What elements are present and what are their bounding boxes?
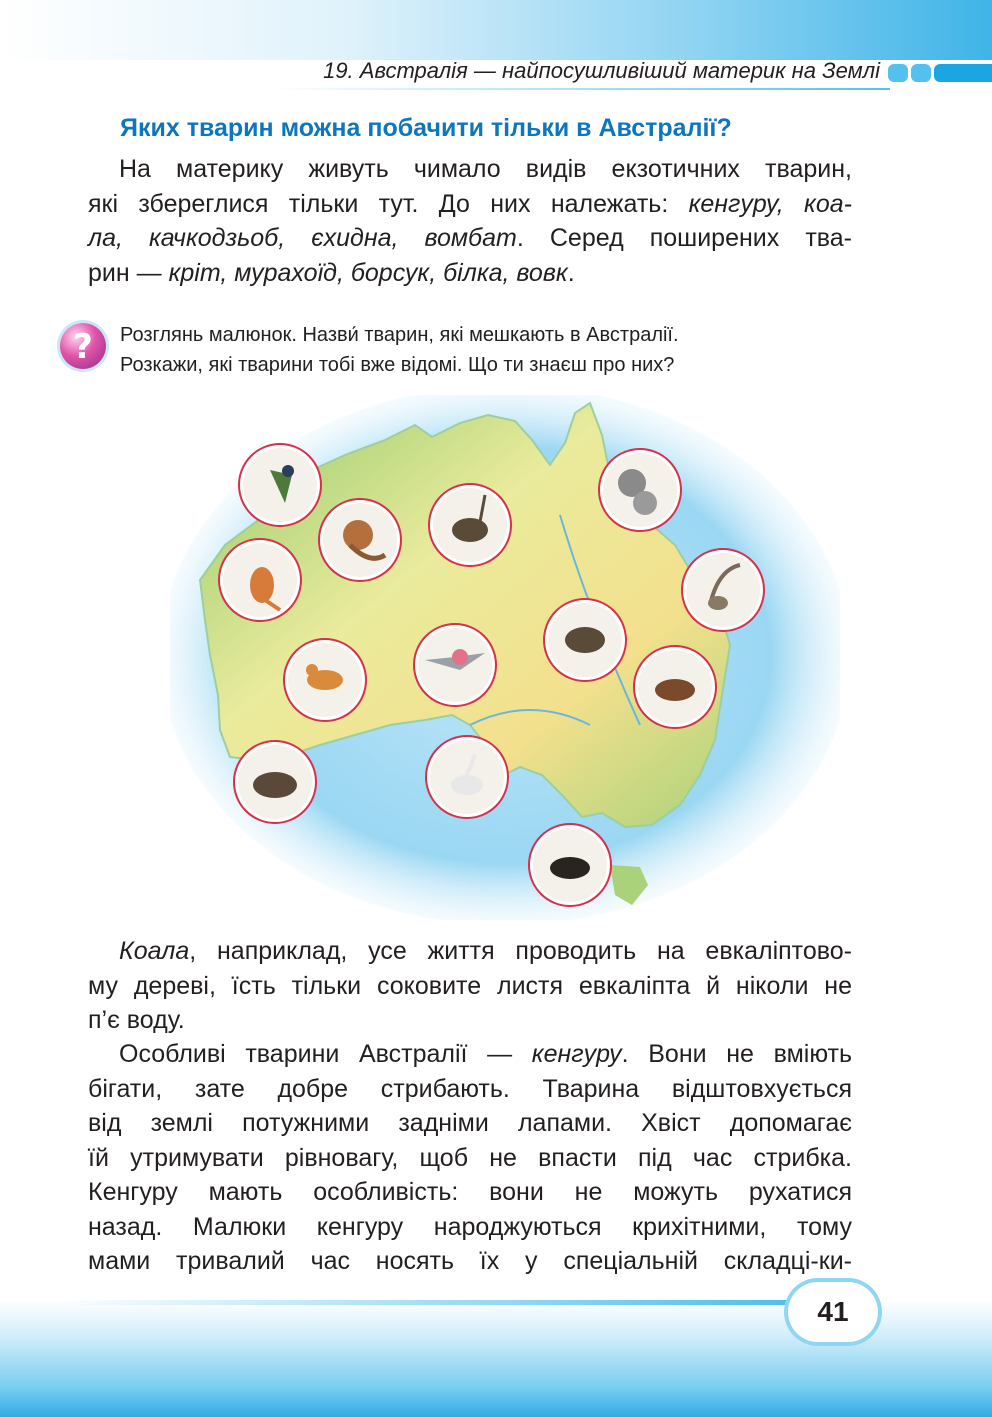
page-number: 41 [817, 1296, 849, 1327]
animal-circle-pelican [426, 736, 508, 818]
animal-circle-dingo [284, 639, 366, 721]
animal-circle-galah [414, 624, 496, 706]
task-text [120, 320, 679, 380]
australia-animal-map [170, 395, 840, 920]
intro-paragraph [88, 152, 852, 290]
section-heading: Яких тварин можна побачити тільки в Австралії? [120, 114, 732, 142]
koala-paragraph [88, 934, 852, 1038]
animal-circle-frilled-lizard [319, 499, 401, 581]
intro-line-4: рин — кріт, мурахоїд, борсук, білка, вовк. [88, 258, 575, 287]
task-line-2: Розкажи, які тварини тобі вже відомі. Що ти знаєш про них? [120, 354, 675, 376]
animal-circle-wombat [234, 741, 316, 823]
kangaroo-paragraph [88, 1037, 852, 1279]
kangaroo-line-7: мами тривалий час носять їх у спеціальній складці-ки- [88, 1247, 852, 1275]
bottom-rule [60, 1300, 790, 1305]
header-rule [270, 88, 890, 90]
header-dot [888, 64, 908, 82]
header-dot [911, 64, 931, 82]
animal-circle-emu [429, 484, 511, 566]
animal-circle-lyrebird [682, 549, 764, 631]
kangaroo-line-6: назад. Малюки кенгуру народжуються крихітними, тому [88, 1212, 852, 1241]
kangaroo-line-5: Кенгуру мають особливість: вони не можуть рухатися [88, 1178, 852, 1206]
animal-circle-koala [599, 449, 681, 531]
koala-line-1: Коала, наприклад, усе життя проводить на евкаліптово- [119, 937, 852, 965]
kangaroo-line-4: їй утримувати рівновагу, щоб не впасти під час стрибка. [88, 1143, 852, 1172]
intro-line-2: які збереглися тільки тут. До них належать: кенгуру, коа- [88, 189, 852, 218]
question-icon: ? [60, 323, 106, 369]
animal-circle-bird-of-paradise [239, 444, 321, 526]
intro-line-3: ла, качкодзьоб, єхидна, вомбат. Серед поширених тва- [88, 224, 852, 252]
animal-circle-echidna [544, 599, 626, 681]
kangaroo-line-3: від землі потужними задніми лапами. Хвіст допомагає [88, 1109, 852, 1137]
intro-line-1: На материку живуть чимало видів екзотичних тварин, [119, 155, 852, 183]
koala-line-3: п’є воду. [88, 1006, 185, 1034]
header-tab-bar [934, 64, 992, 82]
animal-circle-tasmanian-devil [529, 824, 611, 906]
kangaroo-line-1: Особливі тварини Австралії — кенгуру. Вони не вміють [119, 1040, 852, 1068]
task-line-1: Розглянь малюнок. Назви́ тварин, які мешкають в Австралії. [120, 324, 679, 346]
koala-line-2: му дереві, їсть тільки соковите листя евкаліпта й ніколи не [88, 971, 852, 1000]
kangaroo-line-2: бігати, зате добре стрибають. Тварина відштовхується [88, 1074, 852, 1103]
animal-circle-kangaroo [219, 539, 301, 621]
top-decor-band [0, 0, 992, 60]
running-header-title: 19. Австралія — найпосушливіший материк на Землі [323, 58, 880, 83]
animal-circle-platypus [634, 646, 716, 728]
